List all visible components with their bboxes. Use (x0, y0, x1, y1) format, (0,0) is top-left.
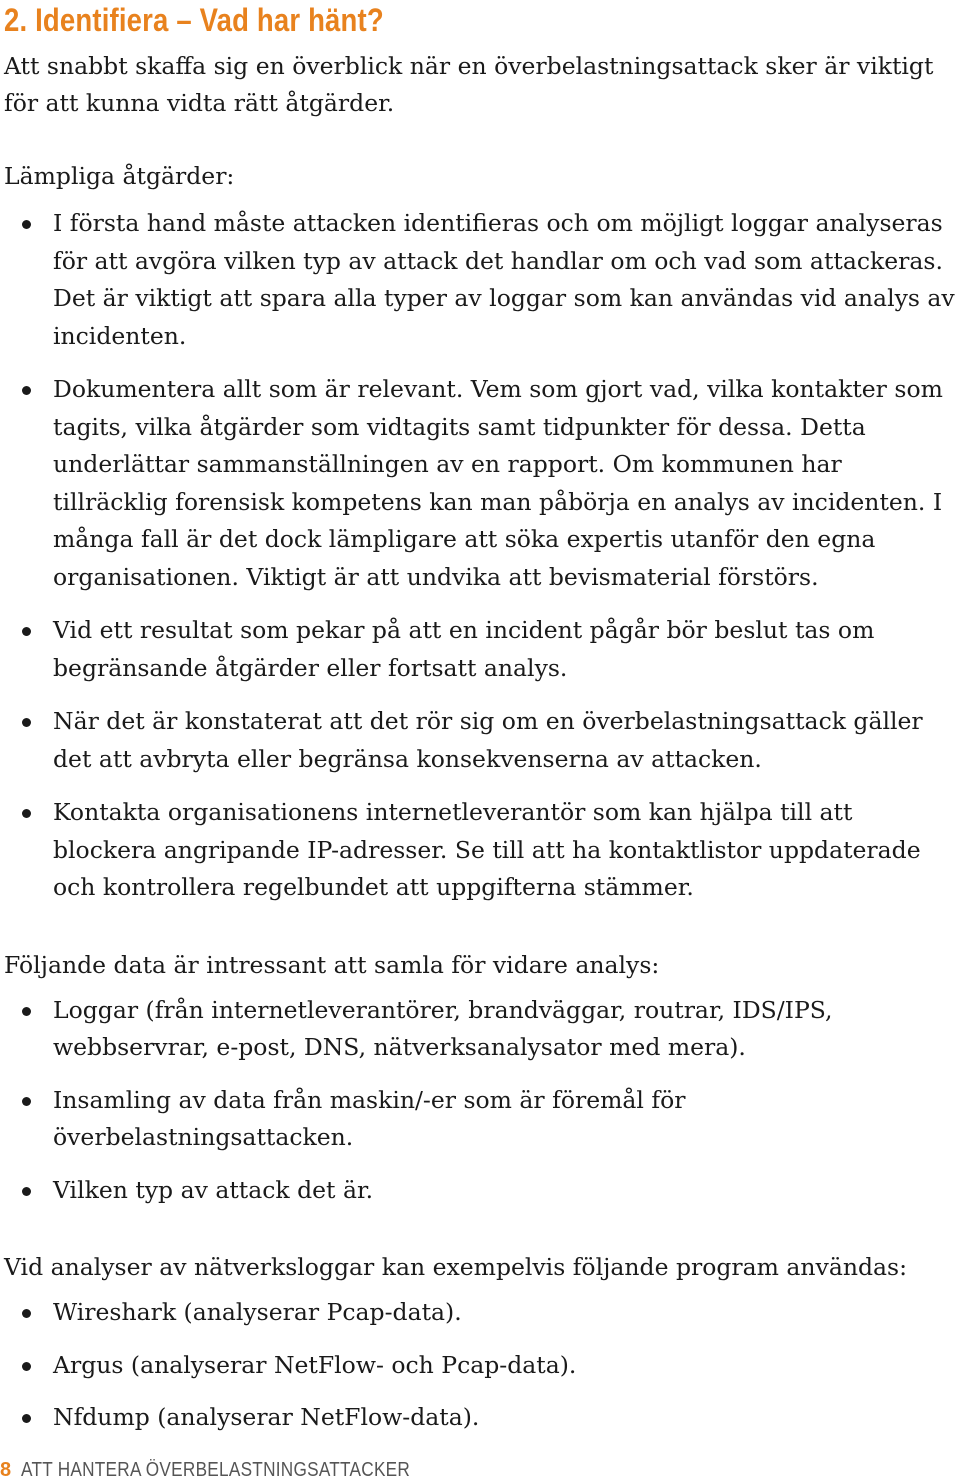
list-item (4, 1082, 956, 1157)
tools-list (4, 1294, 956, 1437)
section-heading: 2. Identifiera – Vad har hänt? (4, 2, 384, 38)
list-item (4, 371, 956, 596)
list-item (4, 612, 956, 687)
list-item (4, 1172, 956, 1210)
list-item-text: I första hand måste attacken identifieras och om möjligt loggar analyseras för att avgöra vilken typ av attack det handlar om och vad som attackeras. Det är viktigt att spara alla typer av loggar som kan användas vid analys av incidenten. (53, 209, 955, 350)
list-item (4, 1347, 956, 1385)
list-item-text: Argus (analyserar NetFlow- och Pcap-data). (53, 1350, 577, 1379)
measures-list (4, 205, 956, 907)
list-item-text: Vilken typ av attack det är. (53, 1175, 374, 1204)
measures-label: Lämpliga åtgärder: (4, 162, 235, 190)
bullet-icon (22, 1097, 31, 1106)
bullet-icon (22, 1007, 31, 1016)
document-page (4, 0, 956, 1452)
page-footer (0, 1456, 474, 1484)
list-item-text: Loggar (från internetleverantörer, brandväggar, routrar, IDS/IPS, webbservrar, e-post, DNS, nätverksanalysator med mera). (53, 995, 833, 1061)
list-item (4, 1399, 956, 1437)
list-item (4, 703, 956, 778)
bullet-icon (22, 1309, 31, 1318)
tools-label: Vid analyser av nätverksloggar kan exempelvis följande program användas: (4, 1253, 908, 1281)
list-item-text: Kontakta organisationens internetleverantör som kan hjälpa till att blockera angripande IP-adresser. Se till att ha kontaktlistor uppdaterade och kontrollera regelbundet att uppgifterna stämmer. (53, 798, 921, 901)
list-item (4, 794, 956, 907)
bullet-icon (22, 627, 31, 636)
bullet-icon (22, 1187, 31, 1196)
bullet-icon (22, 718, 31, 727)
list-item-text: Dokumentera allt som är relevant. Vem som gjort vad, vilka kontakter som tagits, vilka åtgärder som vidtagits samt tidpunkter för dessa. Detta underlättar sammanställningen av en rapport. Om kommunen har tillräcklig forensisk kompetens kan man påbörja en analys av incidenten. I många fall är det dock lämpligare att söka expertis utanför den egna organisationen. Viktigt är att undvika att bevismaterial förstörs. (53, 375, 943, 591)
bullet-icon (22, 386, 31, 395)
bullet-icon (22, 220, 31, 229)
list-item-text: Insamling av data från maskin/-er som är föremål för överbelastningsattacken. (53, 1085, 686, 1151)
bullet-icon (22, 1362, 31, 1371)
list-item (4, 992, 956, 1067)
data-collection-list (4, 992, 956, 1210)
list-item-text: Wireshark (analyserar Pcap-data). (53, 1298, 462, 1326)
list-item-text: När det är konstaterat att det rör sig om en överbelastningsattack gäller det att avbryta eller begränsa konsekvenserna av attacken. (53, 707, 923, 773)
data-collection-label: Följande data är intressant att samla för vidare analys: (4, 950, 660, 979)
list-item (4, 205, 956, 355)
list-item (4, 1294, 956, 1332)
intro-paragraph: Att snabbt skaffa sig en överblick när en överbelastningsattack sker är viktigt för att kunna vidta rätt åtgärder. (4, 52, 934, 117)
document-title: ATT HANTERA ÖVERBELASTNINGSATTACKER (21, 1459, 411, 1481)
bullet-icon (22, 809, 31, 818)
bullet-icon (22, 1414, 31, 1423)
page-number: 8 (0, 1459, 12, 1481)
list-item-text: Vid ett resultat som pekar på att en incident pågår bör beslut tas om begränsande åtgärder eller fortsatt analys. (53, 616, 875, 682)
list-item-text: Nfdump (analyserar NetFlow-data). (53, 1403, 480, 1431)
